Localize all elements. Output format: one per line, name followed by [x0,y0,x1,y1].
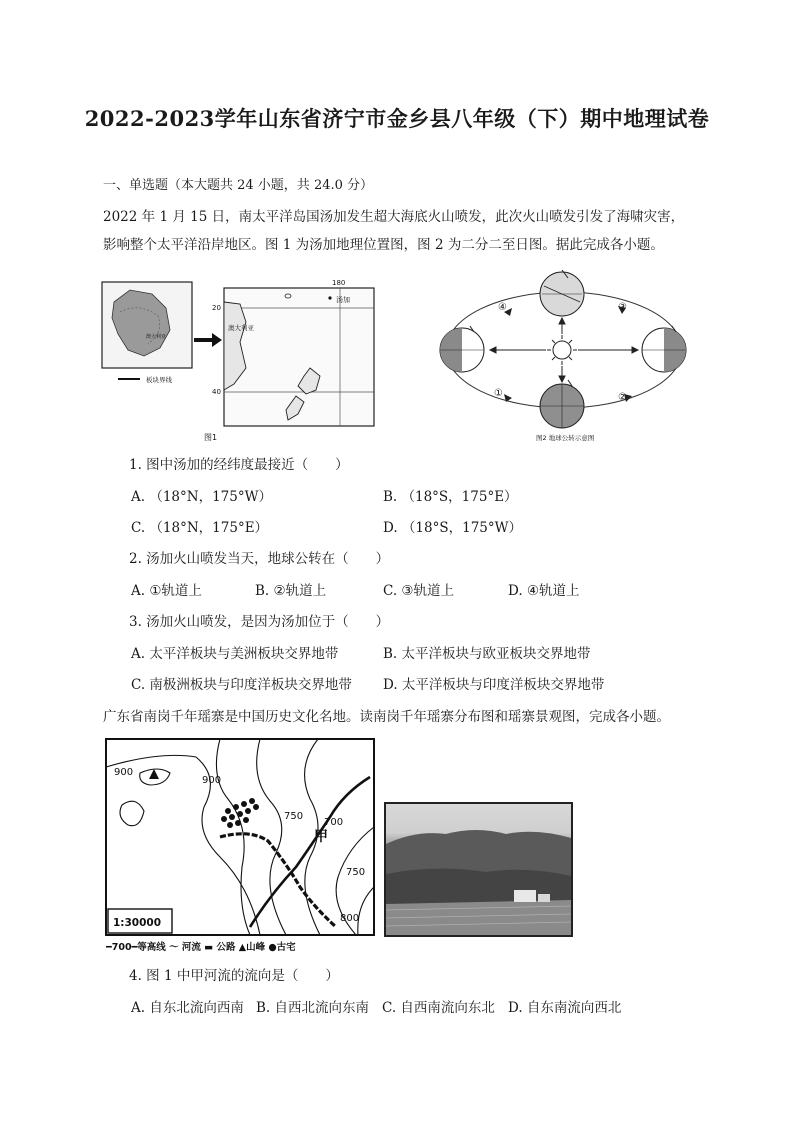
tonga-label: 汤加 [336,296,350,304]
q2-option-b: B. ②轨道上 [255,583,327,599]
section-heading: 一、单选题（本大题共 24 小题，共 24.0 分） [103,178,374,193]
lat-20-label: 20 [212,304,221,312]
lon-180-label: 180 [332,279,346,287]
q2-option-a: A. ①轨道上 [131,583,202,599]
q1-option-d: D. （18°S，175°W） [383,520,522,536]
q1-option-b: B. （18°S，175°E） [383,489,518,505]
intro1-line1: 2022 年 1 月 15 日，南太平洋岛国汤加发生超大海底火山喷发，此次火山喷发引发了海啸灾害， [103,209,685,225]
q3-stem: 3. 汤加火山喷发，是因为汤加位于（ ） [129,614,390,630]
contour-map [100,737,378,955]
page-title: 2022-2023学年山东省济宁市金乡县八年级（下）期中地理试卷 [84,106,710,131]
sun-icon [547,335,577,365]
contour-map-frame [106,739,374,935]
q1-stem: 1. 图中汤加的经纬度最接近（ ） [129,457,349,473]
q2-stem: 2. 汤加火山喷发当天，地球公转在（ ） [129,551,390,567]
australia-label: 澳大利亚 [228,324,254,332]
earth-right [642,326,686,372]
label-900-b: 900 [202,775,222,786]
orbit-label-3: ③ [618,302,627,313]
q3-option-a: A. 太平洋板块与美洲板块交界地带 [131,646,339,662]
q4-option-c: C. 自西南流向东北 [382,1000,495,1016]
map-legend: ━700━等高线 〜 河流 ▬ 公路 ▲山峰 ●古宅 [106,942,296,953]
q1-option-a: A. （18°N，175°W） [131,489,272,505]
label-900-a: 900 [114,767,134,778]
village-landscape-photo [384,802,573,937]
arrow-icon [194,333,222,347]
label-700: 700 [324,817,344,828]
earth-bottom [540,380,584,428]
q4-option-a: A. 自东北流向西南 [131,1000,244,1016]
figure2-revolution-diagram [432,268,704,446]
q1-option-c: C. （18°N，175°E） [131,520,269,536]
q3-option-d: D. 太平洋板块与印度洋板块交界地带 [383,677,605,693]
earth-top [540,270,584,316]
label-750-b: 750 [346,867,366,878]
inset-label: 澳大利亚 [146,334,167,340]
q4-stem: 4. 图 1 中甲河流的流向是（ ） [129,968,339,984]
tonga-marker [328,296,331,299]
intro2: 广东省南岗千年瑶寨是中国历史文化名地。读南岗千年瑶寨分布图和瑶寨景观图，完成各小题。 [103,709,670,725]
intro1-line2: 影响整个太平洋沿岸地区。图 1 为汤加地理位置图，图 2 为二分二至日图。据此完成各小题。 [103,237,664,253]
figure2-caption: 图2 地球公转示意图 [536,434,595,442]
q2-option-c: C. ③轨道上 [383,583,455,599]
label-jia: 甲 [314,829,328,845]
q3-option-c: C. 南极洲板块与印度洋板块交界地带 [131,677,352,693]
legend-plate-boundary: 板块界线 [146,376,172,384]
landscape-photo-art [386,804,571,935]
figure1-label: 图1 [204,433,218,442]
orbit-label-4: ④ [498,302,507,313]
lat-40-label: 40 [212,388,221,396]
label-800: 800 [340,913,360,924]
q4-option-b: B. 自西北流向东南 [256,1000,370,1016]
orbit-label-1: ① [494,388,503,399]
figure1-tonga-map [100,272,380,444]
earth-left [440,326,484,372]
orbit-label-2: ② [618,392,627,403]
q3-option-b: B. 太平洋板块与欧亚板块交界地带 [383,646,591,662]
q4-option-d: D. 自东南流向西北 [508,1000,622,1016]
label-750-a: 750 [284,811,304,822]
q2-option-d: D. ④轨道上 [508,583,580,599]
map-scale: 1:30000 [113,917,162,929]
